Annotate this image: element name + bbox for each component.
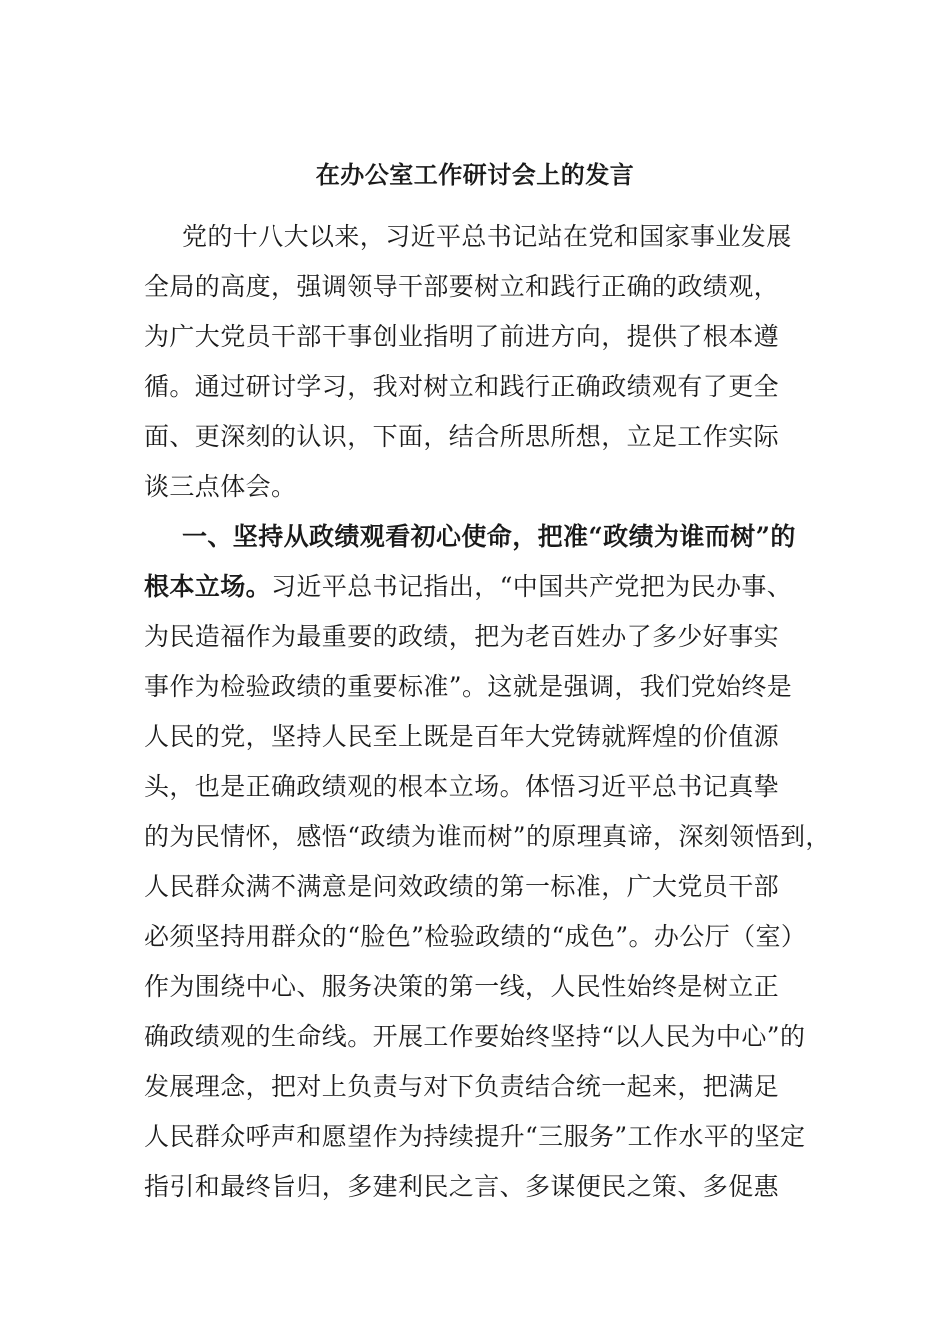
paragraph-line: 人民群众呼声和愿望作为持续提升“三服务”工作水平的坚定 (144, 1122, 806, 1151)
paragraph-line: 必须坚持用群众的“脸色”检验政绩的“成色”。办公厅（室） (144, 922, 807, 951)
section-heading: 一、坚持从政绩观看初心使命，把准“政绩为谁而树”的 (182, 522, 796, 551)
paragraph-line: 全局的高度，强调领导干部要树立和践行正确的政绩观， (144, 272, 780, 301)
paragraph-line: 的为民情怀，感悟“政绩为谁而树”的原理真谛，深刻领悟到， (144, 822, 831, 851)
paragraph-line: 指引和最终旨归，多建利民之言、多谋便民之策、多促惠 (144, 1172, 780, 1201)
paragraph-line: 事作为检验政绩的重要标准”。这就是强调，我们党始终是 (144, 672, 793, 701)
paragraph-line: 人民的党，坚持人民至上既是百年大党铸就辉煌的价值源 (144, 722, 780, 751)
paragraph-line: 党的十八大以来，习近平总书记站在党和国家事业发展 (182, 222, 792, 251)
section-heading-end: 根本立场。 (144, 572, 272, 601)
paragraph-line: 循。通过研讨学习，我对树立和践行正确政绩观有了更全 (144, 372, 780, 401)
paragraph-line: 人民群众满不满意是问效政绩的第一标准，广大党员干部 (144, 872, 780, 901)
paragraph-line (144, 570, 792, 604)
paragraph-line: 谈三点体会。 (144, 472, 297, 501)
paragraph-line: 作为围绕中心、服务决策的第一线，人民性始终是树立正 (144, 972, 780, 1001)
paragraph-line: 面、更深刻的认识，下面，结合所思所想，立足工作实际 (144, 422, 780, 451)
paragraph-line: 为广大党员干部干事创业指明了前进方向，提供了根本遵 (144, 322, 780, 351)
paragraph-line: 确政绩观的生命线。开展工作要始终坚持“以人民为中心”的 (144, 1022, 806, 1051)
paragraph-line: 发展理念，把对上负责与对下负责结合统一起来，把满足 (144, 1072, 780, 1101)
document-title: 在办公室工作研讨会上的发言 (315, 160, 635, 189)
paragraph-line: 头，也是正确政绩观的根本立场。体悟习近平总书记真挚 (144, 772, 780, 801)
paragraph-line: 为民造福作为最重要的政绩，把为老百姓办了多少好事实 (144, 622, 780, 651)
paragraph-line-rest: 习近平总书记指出，“中国共产党把为民办事、 (271, 572, 793, 601)
